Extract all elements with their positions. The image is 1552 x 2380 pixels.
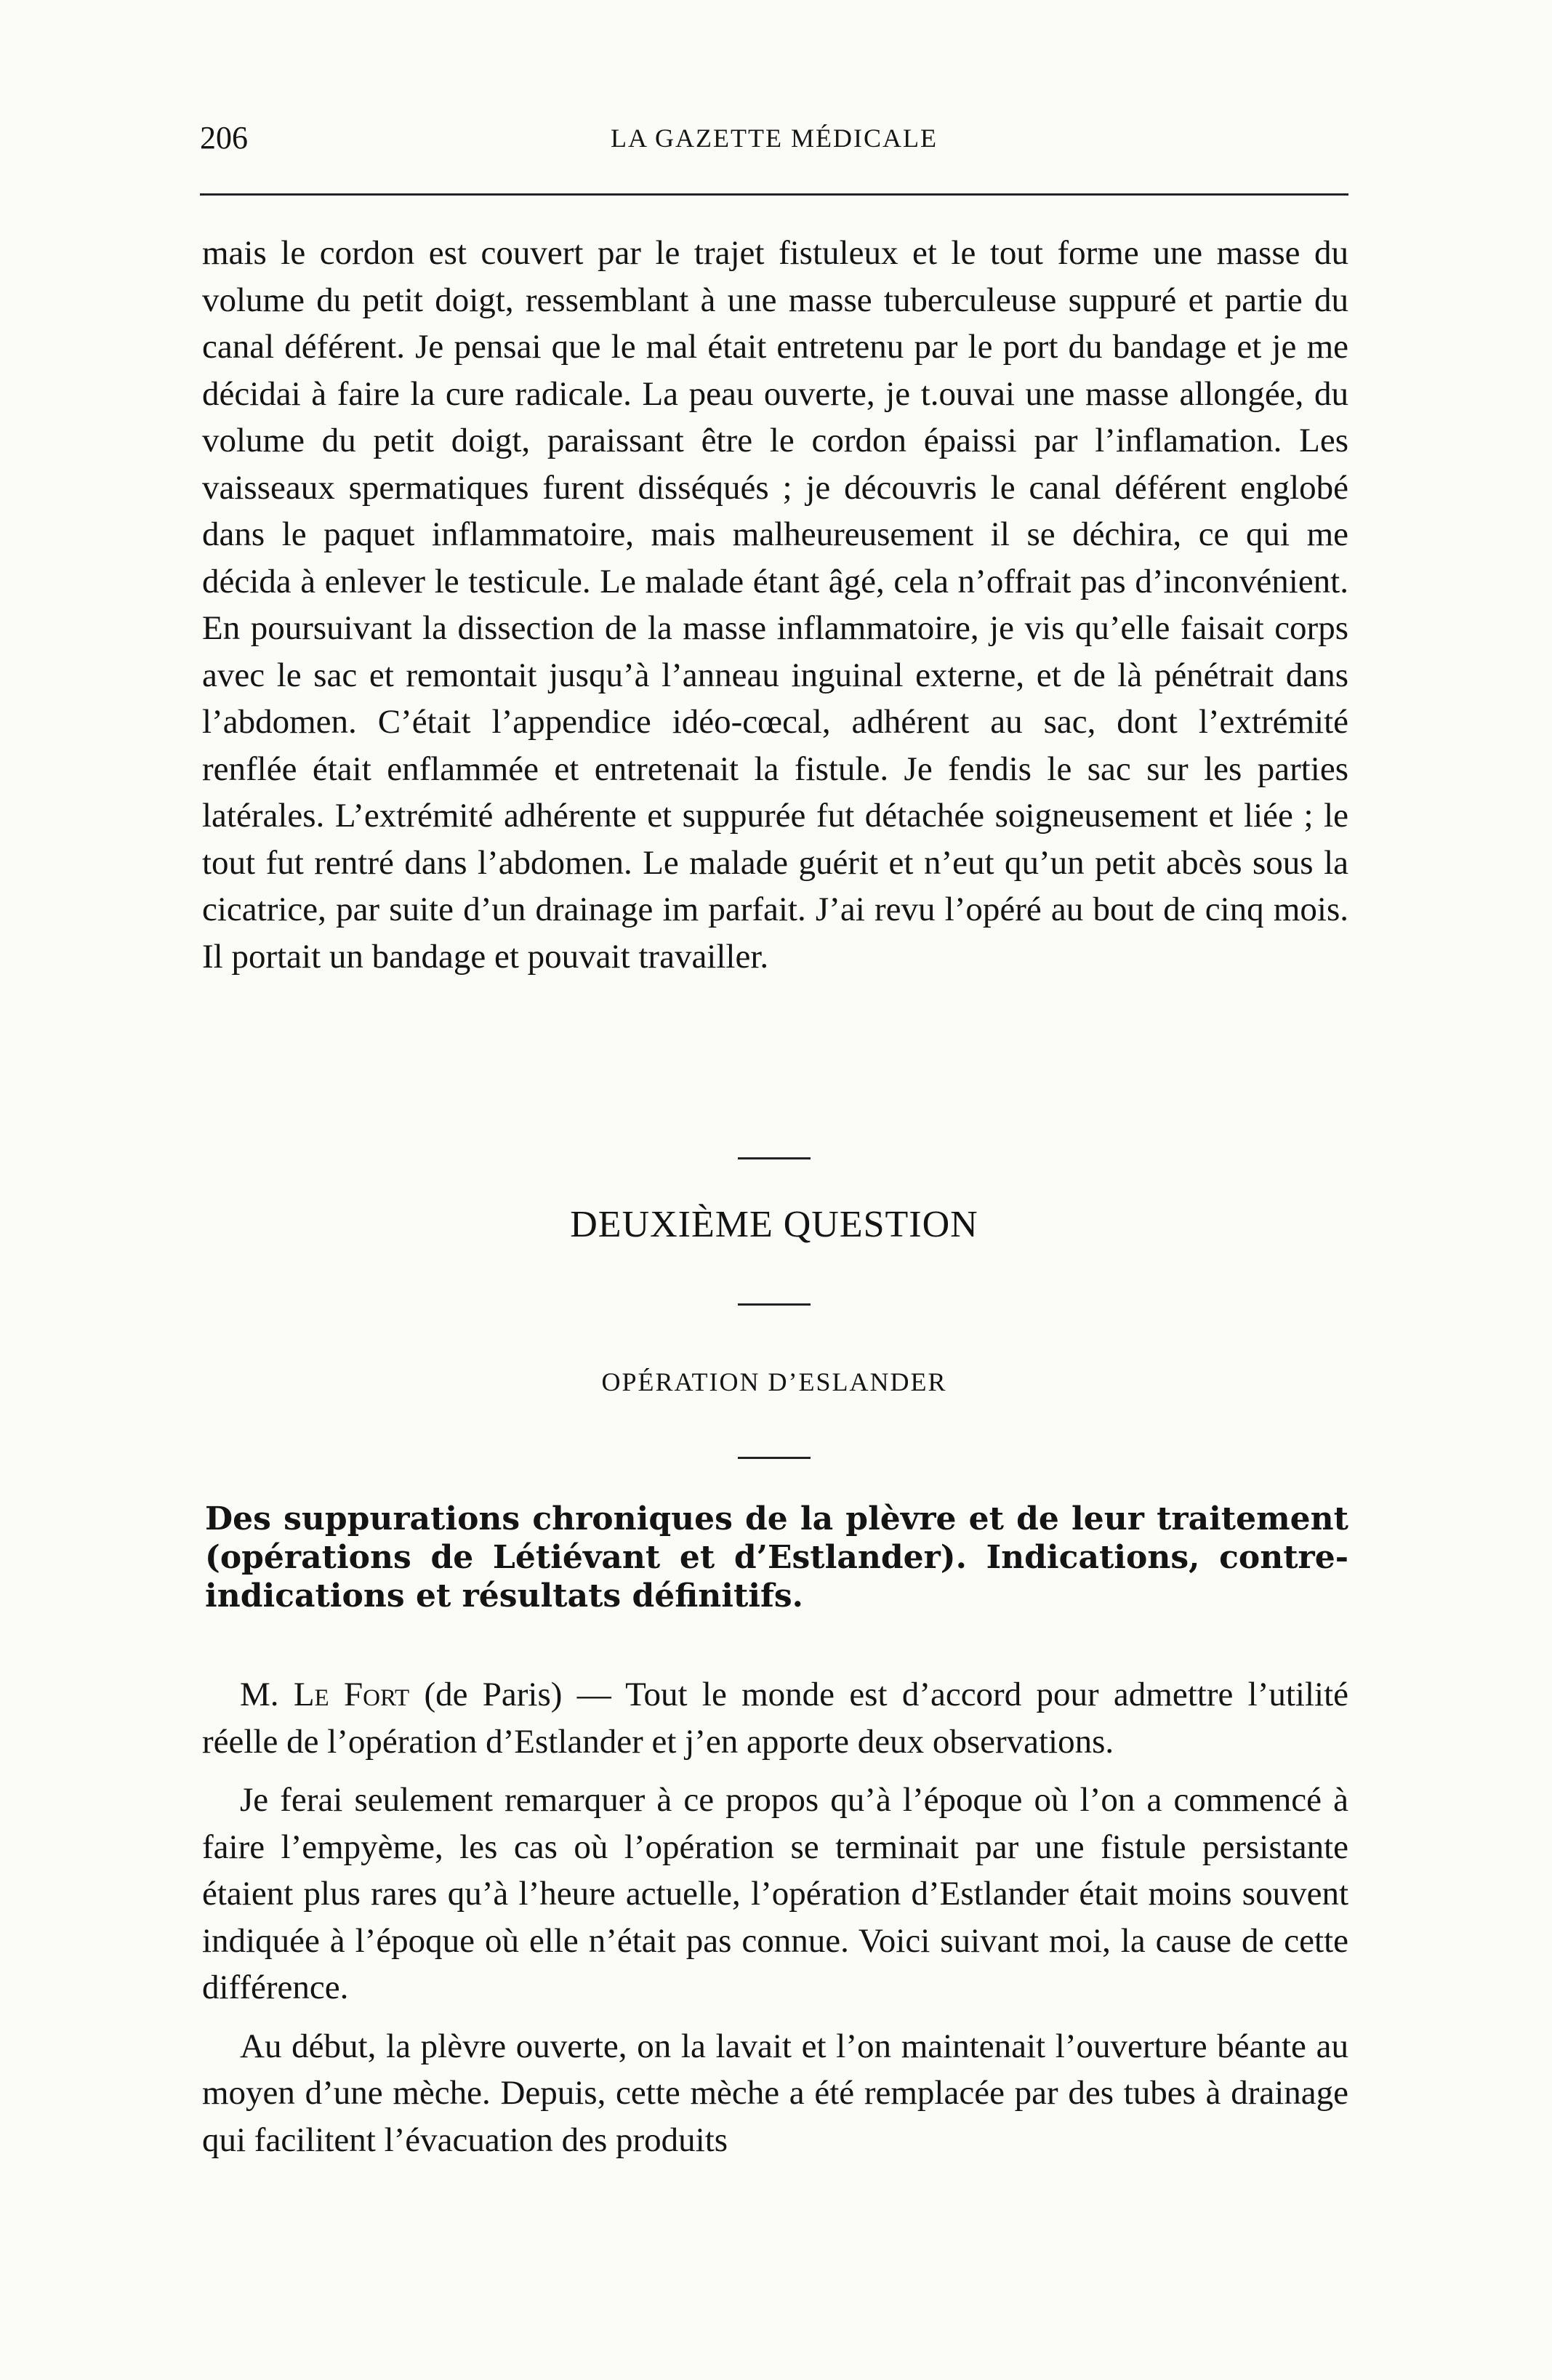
section-subtitle: OPÉRATION D’ESLANDER [601, 1367, 947, 1396]
page-header [200, 116, 1348, 160]
section-title: DEUXIÈME QUESTION [570, 1204, 978, 1245]
section-divider-middle [738, 1303, 811, 1306]
header-rule [200, 193, 1348, 196]
running-head: LA GAZETTE MÉDICALE [611, 124, 938, 153]
speaker-name: M. Le Fort [240, 1676, 410, 1713]
discussion-paragraph: Je ferai seulement remarquer à ce propos qu’à l’époque où l’on a commencé à faire l’empyème, les cas où l’opération se terminait par une fistule persistante étaient plus rares qu’à l’heure actuelle, l’opération d’Estlander était moins souvent indiquée à l’époque où elle n’était pas connue. Voici suivant moi, la cause de cette différence. [202, 1781, 1348, 2006]
continuation-paragraph: mais le cordon est couvert par le trajet fistuleux et le tout forme une masse du volume du petit doigt, ressemblant à une masse tuberculeuse suppuré et partie du canal déférent. Je pensai que le mal était entretenu par le port du bandage et je me décidai à faire la cure radicale. La peau ouverte, je t.ouvai une masse allongée, du volume du petit doigt, paraissant être le cordon épaissi par l’inflamation. Les vaisseaux spermatiques furent disséqués ; je découvris le canal déférent englobé dans le paquet inflammatoire, mais malheureusement il se déchira, ce qui me décida à enlever le testicule. Le malade étant âgé, cela n’offrait pas d’inconvénient. En poursuivant la dissection de la masse inflammatoire, je vis qu’elle faisait corps avec le sac et remontait jusqu’à l’anneau inguinal externe, et de là pénétrait dans l’abdomen. C’était l’appendice idéo-cœcal, adhérent au sac, dont l’extrémité renflée était enflammée et entretenait la fistule. Je fendis le sac sur les parties latérales. L’extrémité adhérente et suppurée fut détachée soigneusement et liée ; le tout fut rentré dans l’abdomen. Le malade guérit et n’eut qu’un petit abcès sous la cicatrice, par suite d’un drainage im parfait. J’ai revu l’opéré au bout de cinq mois. Il portait un bandage et pouvait travailler. [202, 234, 1348, 976]
discussion-paragraph: Au début, la plèvre ouverte, on la lavait et l’on maintenait l’ouverture béante au moyen d’une mèche. Depuis, cette mèche a été remplacée par des tubes à drainage qui facilitent l’évacuation des produits [202, 2027, 1348, 2159]
continuation-text [202, 230, 1348, 980]
topic-heading: Des suppurations chroniques de la plèvre et de leur traitement (opérations de Létiévant et d’Estlander). Indications, contre-indications et résultats définitifs. [205, 1500, 1348, 1615]
page-number: 206 [200, 120, 248, 156]
section-divider-top [738, 1157, 811, 1159]
discussion-text [202, 1671, 1348, 2175]
paragraph-text: (de Paris) — Tout le monde est d’accord pour admettre l’utilité réelle de l’opération d’Estlander et j’en apporte deux observations. [202, 1676, 1348, 1761]
section-divider-bottom [738, 1457, 811, 1459]
discussion-paragraph [202, 1671, 1348, 1765]
